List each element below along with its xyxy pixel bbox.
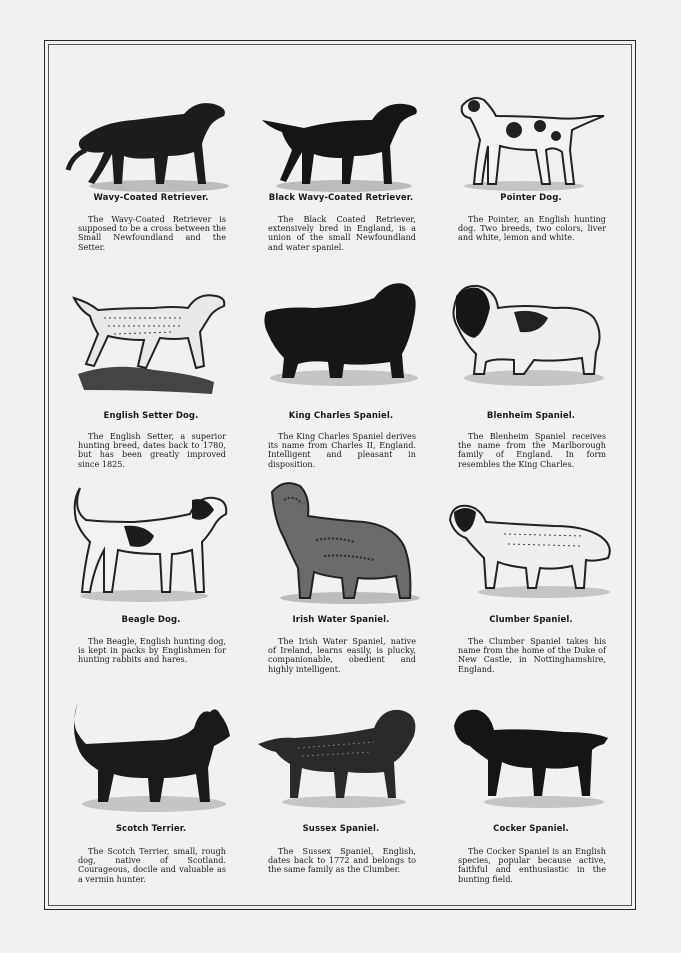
dog-entry-blenheim-spaniel (436, 262, 624, 474)
dog-name: Scotch Terrier. (115, 824, 187, 834)
dog-name: Blenheim Spaniel. (486, 411, 576, 421)
dog-name: Black Wavy-Coated Retriever. (268, 193, 414, 203)
dog-description: The King Charles Spaniel derives its name from Charles II, England. Intelligent and pleasant in disposition. (268, 431, 416, 469)
dog-entry-english-setter (56, 262, 246, 474)
dog-name: Cocker Spaniel. (493, 824, 569, 834)
dog-entry-irish-water-spaniel (246, 474, 436, 686)
dog-name: King Charles Spaniel. (288, 411, 394, 421)
black-retriever-icon (254, 80, 428, 200)
dog-description: The Irish Water Spaniel, native of Ireland, learns easily, is plucky, companionable, obedient and highly intelligent. (268, 636, 416, 674)
dog-description: The Scotch Terrier, small, rough dog, native of Scotland. Courageous, docile and valuable as a vermin hunter. (78, 846, 226, 884)
dog-entry-sussex-spaniel (246, 686, 436, 898)
dog-name: Sussex Spaniel. (302, 824, 380, 834)
irish-water-spaniel-icon (254, 480, 428, 610)
dog-name: Wavy-Coated Retriever. (93, 193, 209, 203)
retriever-icon (64, 80, 238, 200)
dog-description: The Beagle, English hunting dog, is kept in packs by Englishmen for hunting rabbits and hares. (78, 636, 226, 665)
dog-description: The Wavy-Coated Retriever is supposed to be a cross between the Small Newfoundland and the Setter. (78, 214, 226, 252)
dog-description: The Pointer, an English hunting dog. Two breeds, two colors, liver and white, lemon and white. (458, 214, 606, 243)
dog-description: The English Setter, a superior hunting breed, dates back to 1780, but has been greatly improved since 1825. (78, 431, 226, 469)
dog-entry-wavy-coated-retriever (56, 52, 246, 262)
dog-description: The Black Coated Retriever, extensively bred in England, is a union of the small Newfoundland and water spaniel. (268, 214, 416, 252)
dog-entry-beagle (56, 474, 246, 686)
sussex-icon (254, 698, 428, 816)
dog-description: The Clumber Spaniel takes his name from the home of the Duke of New Castle, in Nottinghamshire, England. (458, 636, 606, 674)
scotch-terrier-icon (64, 698, 238, 816)
dog-name: English Setter Dog. (103, 411, 199, 421)
cocker-icon (444, 698, 618, 816)
dog-name: Irish Water Spaniel. (292, 615, 390, 625)
dog-entry-black-wavy-coated-retriever (246, 52, 436, 262)
dog-name: Beagle Dog. (121, 615, 181, 625)
dog-entry-clumber-spaniel (436, 474, 624, 686)
dog-description: The Blenheim Spaniel receives the name from the Marlborough family of England. In form resembles the King Charles. (458, 431, 606, 469)
setter-icon (64, 278, 238, 403)
blenheim-icon (444, 278, 618, 403)
clumber-icon (444, 480, 618, 610)
pointer-icon (444, 80, 618, 200)
dog-entry-pointer (436, 52, 624, 262)
dog-entry-cocker-spaniel (436, 686, 624, 898)
dog-name: Clumber Spaniel. (489, 615, 573, 625)
dog-entry-king-charles-spaniel (246, 262, 436, 474)
dog-entry-scotch-terrier (56, 686, 246, 898)
dog-description: The Cocker Spaniel is an English species, popular because active, faithful and enthusiastic in the bunting field. (458, 846, 606, 884)
king-charles-icon (254, 278, 428, 403)
dog-description: The Sussex Spaniel, English, dates back to 1772 and belongs to the same family as the Clumber. (268, 846, 416, 875)
beagle-icon (64, 480, 238, 610)
dog-plate-grid (56, 52, 624, 898)
dog-name: Pointer Dog. (500, 193, 562, 203)
